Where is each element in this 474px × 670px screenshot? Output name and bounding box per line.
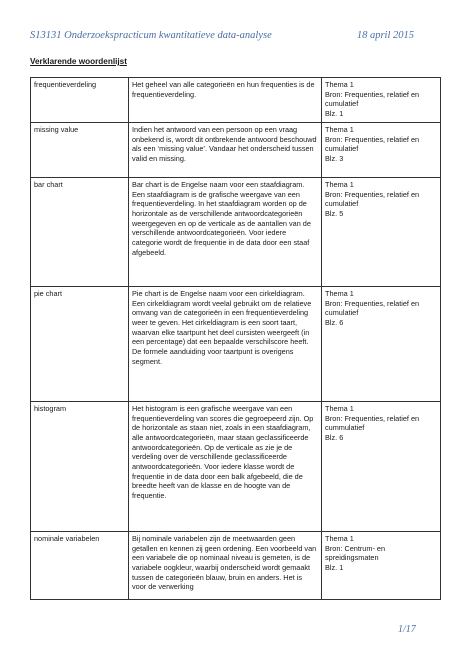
page-number: 1/17 (398, 624, 416, 635)
source-label: Bron: Centrum- en spreidingsmaten (325, 543, 386, 563)
page-ref: Blz. 5 (325, 208, 344, 218)
theme-label: Thema 1 (325, 80, 354, 89)
term-cell: missing value (31, 122, 129, 177)
theme-label: Thema 1 (325, 288, 354, 298)
table-row (31, 531, 441, 599)
theme-label: Thema 1 (325, 533, 354, 543)
source-label: Bron: Frequenties, relatief en cumulatief (325, 89, 420, 109)
source-label: Bron: Frequenties, relatief en cumulatief (325, 298, 420, 318)
definition-cell: Pie chart is de Engelse naam voor een cirkeldiagram. Een cirkeldiagram wordt veelal gebruikt om de relatieve omvang van de categorieën in een frequentieverdeling weer te geven. Het cirkeldiagram is een soort taart, waarvan elke taartpunt het deel cursisten weergeeft (in een percentage) dat een bepaalde verschilscore heeft. De formele aanduiding voor taartpunt is overigens segment. (129, 286, 322, 401)
theme-label: Thema 1 (325, 179, 354, 189)
theme-label: Thema 1 (325, 124, 354, 134)
reference-cell (322, 177, 441, 286)
table-row (31, 177, 441, 286)
source-label: Bron: Frequenties, relatief en cumulatief (325, 189, 420, 209)
glossary-table (30, 77, 441, 600)
page-header (30, 30, 414, 41)
page-ref: Blz. 1 (325, 562, 344, 572)
table-row (31, 286, 441, 401)
definition-cell: Bij nominale variabelen zijn de meetwaarden geen getallen en kennen zij geen ordening. Een voorbeeld van een variabele die op nominaal niveau is gemeten, is de variabele oogkleur, waarbij onderscheid wordt gemaakt tussen de categorieën blauw, bruin en anders. Het is voor de verwerking (129, 531, 322, 599)
term-cell: bar chart (31, 177, 129, 286)
definition-cell: Het geheel van alle categorieën en hun frequenties is de frequentieverdeling. (129, 78, 322, 123)
page-ref: Blz. 3 (325, 153, 344, 163)
source-label: Bron: Frequenties, relatief en cumulatief (325, 134, 420, 154)
page-ref: Blz. 6 (325, 317, 344, 327)
document-title: Verklarende woordenlijst (30, 57, 127, 66)
theme-label: Thema 1 (325, 403, 354, 413)
term-cell: frequentieverdeling (31, 78, 129, 123)
reference-cell (322, 122, 441, 177)
term-cell: nominale variabelen (31, 531, 129, 599)
reference-cell (322, 531, 441, 599)
header-date: 18 april 2015 (356, 30, 414, 41)
course-title: S13131 Onderzoekspracticum kwantitatieve data-analyse (30, 30, 272, 41)
definition-cell: Indien het antwoord van een persoon op een vraag onbekend is, wordt dit ontbrekende antwoord beschouwd als een ‘missing value’. Vandaar het onderscheid tussen valid en missing. (129, 122, 322, 177)
term-cell: histogram (31, 401, 129, 531)
table-row (31, 401, 441, 531)
page-ref: Blz. 1 (325, 109, 344, 119)
reference-cell (322, 401, 441, 531)
page-ref: Blz. 6 (325, 432, 344, 442)
source-label: Bron: Frequenties, relatief en cummulatief (325, 413, 420, 433)
reference-cell (322, 78, 441, 123)
definition-cell: Bar chart is de Engelse naam voor een staafdiagram. Een staafdiagram is de grafische weergave van een frequentieverdeling. In het staafdiagram worden op de horizontale as de verschillende antwoordcategorieën weergegeven en op de verticale as de aantallen van de verschillende antwoordcategorieën. Voor iedere categorie wordt de frequentie in de data door een staaf afgebeeld. (129, 177, 322, 286)
table-row (31, 122, 441, 177)
reference-cell (322, 286, 441, 401)
definition-cell: Het histogram is een grafische weergave van een frequentieverdeling van scores die gegroepeerd zijn. Op de horizontale as staan niet, zoals in een staafdiagram, alle antwoordcategorieën, maar staan geclassificeerde antwoordcategorieën. Op de verticale as zie je de verdeling over de verschillende geclassificeerde antwoordcategorieën. Voor iedere klasse wordt de frequentie in de data door een balk afgebeeld, die de breedte heeft van de klasse en de hoogte van de frequentie. (129, 401, 322, 531)
term-cell: pie chart (31, 286, 129, 401)
table-row (31, 78, 441, 123)
